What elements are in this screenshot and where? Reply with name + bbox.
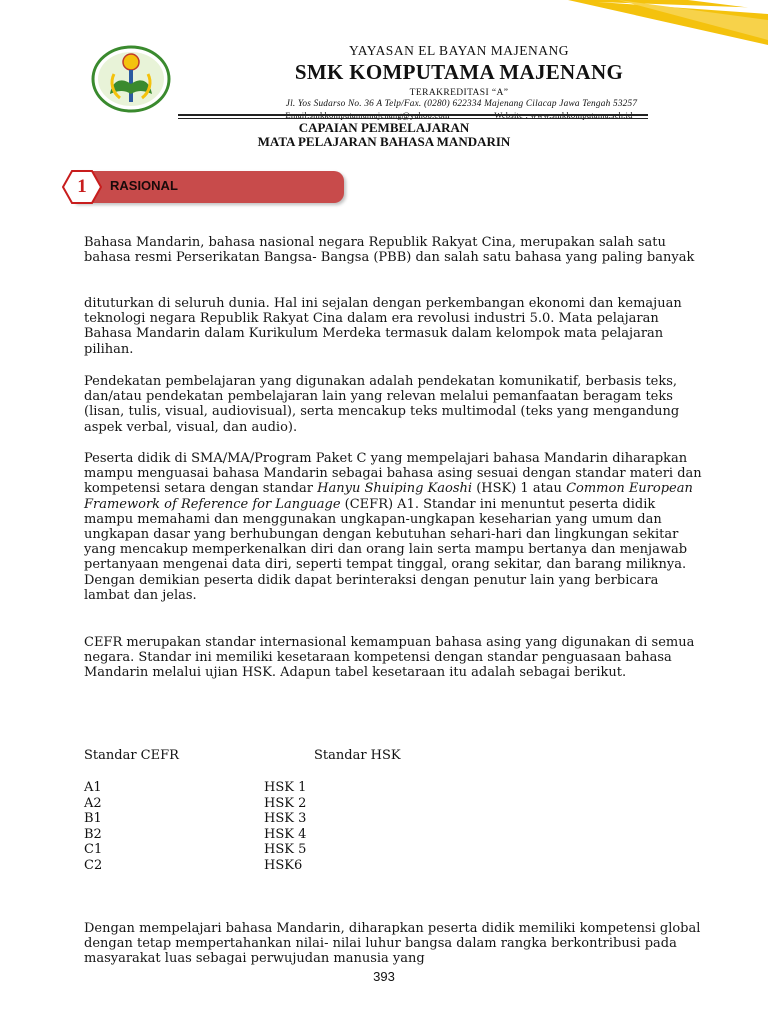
title-line-2: MATA PELAJARAN BAHASA MANDARIN xyxy=(257,134,511,149)
hsk-level: HSK 3 xyxy=(264,811,307,826)
hsk-level: HSK 4 xyxy=(264,826,307,842)
section-title: RASIONAL xyxy=(110,178,178,193)
column-header-cefr: Standar CEFR xyxy=(84,748,179,763)
equivalence-table xyxy=(84,780,384,873)
cefr-level: B2 xyxy=(84,826,102,842)
school-name: SMK KOMPUTAMA MAJENANG xyxy=(294,60,624,84)
cefr-level: C2 xyxy=(84,857,103,873)
header-divider xyxy=(178,114,648,116)
table-row xyxy=(84,842,384,858)
cefr-level: C1 xyxy=(84,842,103,857)
foundation-name: YAYASAN EL BAYAN MAJENANG xyxy=(349,43,569,58)
standards-text-b: (HSK) 1 atau xyxy=(472,481,567,497)
accreditation: TERAKREDITASI “A” xyxy=(409,88,509,98)
paragraph-approach: Pendekatan pembelajaran yang digunakan adalah pendekatan komunikatif, berbasis teks, dan/atau pendekatan pembelajaran lain yang relevan melalui pemanfaatan beragam teks (lisan, tulis, visual, audiovisual), serta mencakup teks multimodal (teks yang mengandung aspek verbal, visual, dan audio). xyxy=(84,374,680,435)
paragraph-standards xyxy=(84,451,704,603)
hsk-level: HSK 5 xyxy=(264,842,307,857)
table-row xyxy=(84,811,384,827)
page-number: 393 xyxy=(373,969,395,984)
cefr-level: A2 xyxy=(84,795,102,811)
table-row xyxy=(84,858,384,874)
section-heading xyxy=(62,170,344,204)
table-row xyxy=(84,780,384,796)
cefr-level: A1 xyxy=(84,780,102,795)
document-title xyxy=(0,121,768,149)
school-address: Jl. Yos Sudarso No. 36 A Telp/Fax. (0280) 622334 Majenang Cilacap Jawa Tengah 53257 xyxy=(285,99,638,109)
school-email: Email:smkkomputamamajenang@yahoo.com xyxy=(285,110,450,120)
letterhead xyxy=(0,43,768,120)
table-row xyxy=(84,796,384,812)
paragraph-intro: Bahasa Mandarin, bahasa nasional negara Republik Rakyat Cina, merupakan salah satu bahasa resmi Perserikatan Bangsa- Bangsa (PBB) dan salah satu bahasa yang paling banyak xyxy=(84,235,695,266)
cefr-level: B1 xyxy=(84,811,102,826)
standards-text-a: Peserta didik di SMA/MA/Program Paket C yang mempelajari bahasa Mandarin diharapkan mampu menguasai bahasa Mandarin sebagai bahasa asing sesuai dengan standar materi dan kompetensi setara dengan standar xyxy=(84,451,702,497)
standards-text-c: (CEFR) A1. Standar ini menuntut peserta didik mampu memahami dan menggunakan ungkapan-ungkapan keseharian yang umum dan ungkapan dasar yang berhubungan dengan kebutuhan sehari-hari dan lingkungan sekitar yang mencakup memperkenalkan diri dan orang lain serta mampu bertanya dan menjawab pertanyaan mengenai data diri, seperti tempat tinggal, orang sekitar, dan barang miliknya. Dengan demikian peserta didik dapat berinteraksi dengan penutur lain yang berbicara lambat dan jelas. xyxy=(84,496,688,603)
paragraph-conclusion: Dengan mempelajari bahasa Mandarin, diharapkan peserta didik memiliki kompetensi global dengan tetap mempertahankan nilai- nilai luhur bangsa dalam rangka berkontribusi pada masyarakat luas sebagai perwujudan manusia yang xyxy=(84,921,701,967)
title-line-1: CAPAIAN PEMBELAJARAN xyxy=(298,120,470,135)
paragraph-cefr: CEFR merupakan standar internasional kemampuan bahasa asing yang digunakan di semua negara. Standar ini memiliki kesetaraan kompetensi dengan standar penguasaan bahasa Mandarin melalui ujian HSK. Adapun tabel kesetaraan itu adalah sebagai berikut. xyxy=(84,635,695,681)
cefr-term: Common European Framework of Reference for Language xyxy=(84,481,693,512)
table-row xyxy=(84,827,384,843)
header-divider-thin xyxy=(178,118,648,119)
hsk-level: HSK6 xyxy=(264,857,303,873)
paragraph-development: dituturkan di seluruh dunia. Hal ini sejalan dengan perkembangan ekonomi dan kemajuan teknologi negara Republik Rakyat Cina dalam era revolusi industri 5.0. Mata pelajaran Bahasa Mandarin dalam Kurikulum Merdeka termasuk dalam kelompok mata pelajaran pilihan. xyxy=(84,296,682,357)
school-website: Website : www.smkkomputama.sch.id xyxy=(494,110,633,120)
hsk-term: Hanyu Shuiping Kaoshi xyxy=(317,481,473,497)
column-header-hsk: Standar HSK xyxy=(314,748,401,763)
section-number: 1 xyxy=(77,176,87,197)
hsk-level: HSK 1 xyxy=(264,780,307,795)
hsk-level: HSK 2 xyxy=(264,795,307,811)
